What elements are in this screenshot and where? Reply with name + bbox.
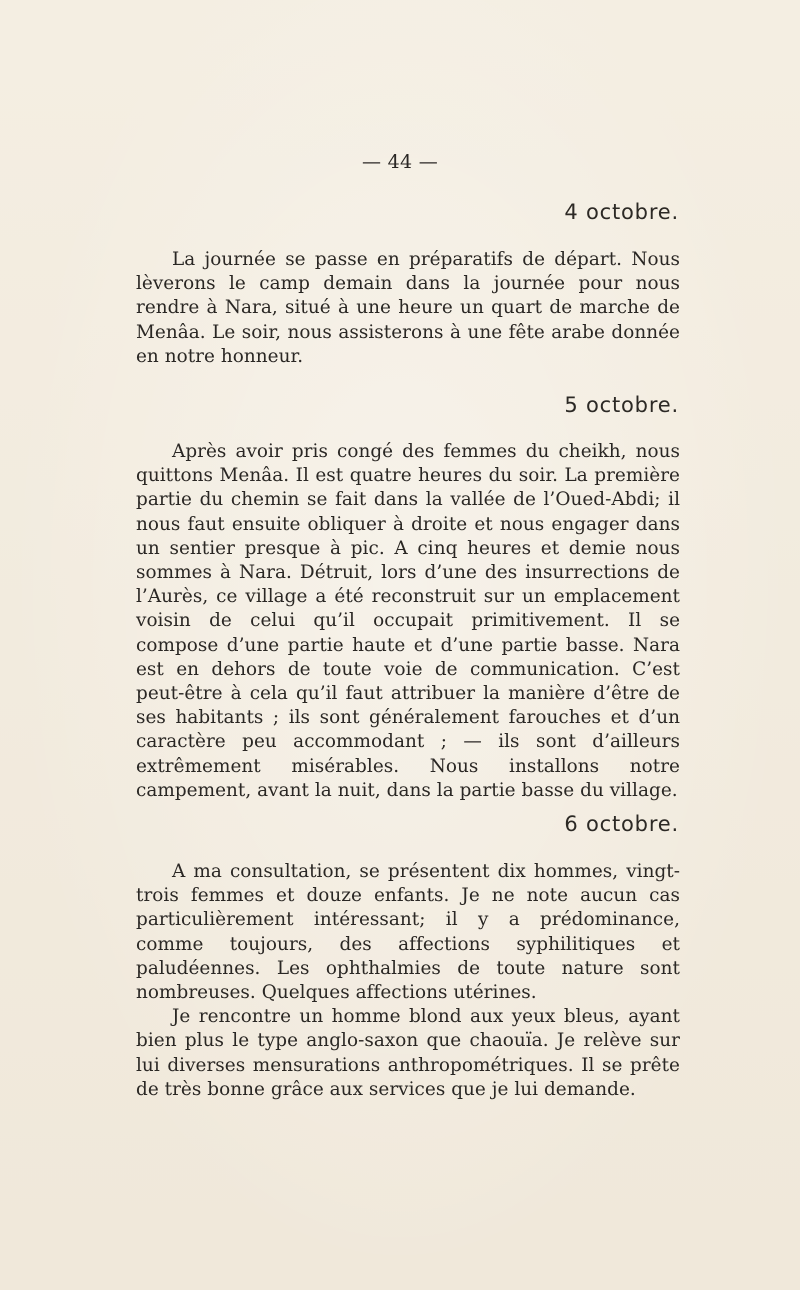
date-heading-5-octobre: 5 octobre. bbox=[564, 393, 679, 417]
paragraph: La journée se passe en préparatifs de départ. Nous lèverons le camp demain dans la journée pour nous rendre à Nara, situé à une heure un quart de marche de Menâa. Le soir, nous assisterons à une fête arabe donnée en notre honneur. bbox=[136, 249, 680, 367]
paragraph: A ma consultation, se présentent dix hommes, vingt-trois femmes et douze enfants. Je ne note aucun cas particulièrement intéressant; il y a prédominance, comme toujours, des affections syphilitiques et paludéennes. Les ophthalmies de toute nature sont nombreuses. Quelques affections utérines. bbox=[136, 861, 680, 1004]
page-number: — 44 — bbox=[361, 151, 439, 173]
date-heading-6-octobre: 6 octobre. bbox=[564, 812, 679, 836]
entry-5-octobre-text bbox=[136, 440, 680, 803]
date-heading-4-octobre: 4 octobre. bbox=[564, 200, 679, 224]
paragraph: Je rencontre un homme blond aux yeux bleus, ayant bien plus le type anglo-saxon que chaouïa. Je relève sur lui diverses mensurations anthropométriques. Il se prête de très bonne grâce aux services que je lui demande. bbox=[136, 1006, 680, 1100]
entry-6-octobre-text bbox=[136, 860, 680, 1102]
paragraph: Après avoir pris congé des femmes du cheikh, nous quittons Menâa. Il est quatre heures du soir. La première partie du chemin se fait dans la vallée de l’Oued-Abdi; il nous faut ensuite obliquer à droite et nous engager dans un sentier presque à pic. A cinq heures et demie nous sommes à Nara. Détruit, lors d’une des insurrections de l’Aurès, ce village a été reconstruit sur un emplacement voisin de celui qu’il occupait primitivement. Il se compose d’une partie haute et d’une partie basse. Nara est en dehors de toute voie de communication. C’est peut-être à cela qu’il faut attribuer la manière d’être de ses habitants ; ils sont généralement farouches et d’un caractère peu accommodant ; — ils sont d’ailleurs extrêmement misérables. Nous installons notre campement, avant la nuit, dans la partie basse du village. bbox=[136, 441, 680, 801]
entry-4-octobre-text bbox=[136, 248, 680, 369]
